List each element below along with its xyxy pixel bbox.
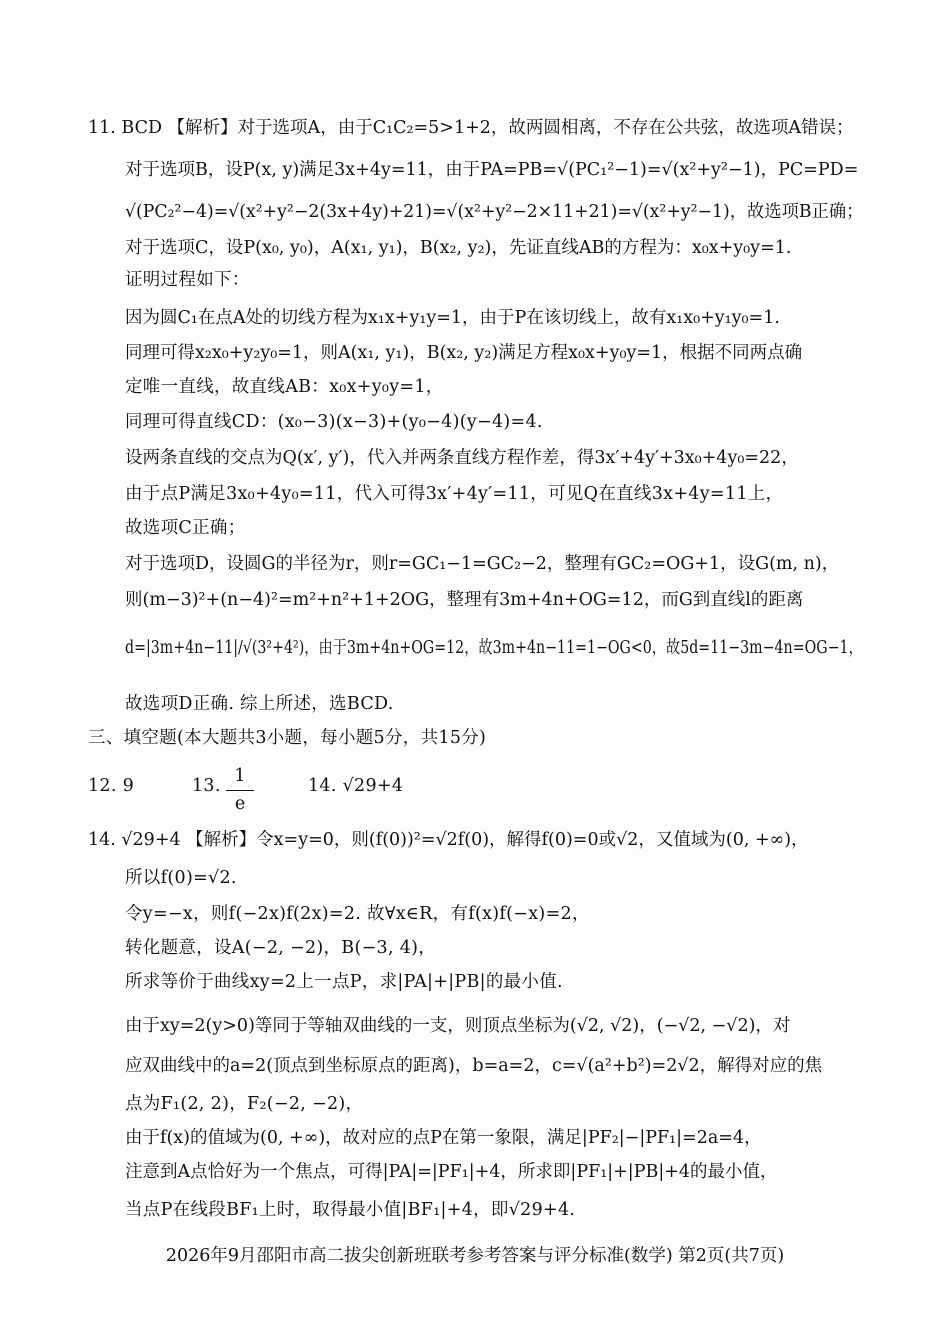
section-3-heading: 三、填空题(本大题共3小题，每小题5分，共15分) [88,728,487,748]
p14-line-1: 14. √29+4 【解析】令x=y=0，则(f(0))²=√2f(0)，解得f(0)=0或√2，又值域为(0, +∞)， [88,830,809,850]
p11-line-16: 故选项D正确. 综上所述，选BCD. [125,694,394,714]
page-footer: 2026年9月邵阳市高二拔尖创新班联考参考答案与评分标准(数学) 第2页(共7页) [165,1246,785,1266]
p11-line-15: d=|3m+4n−11|/√(3²+4²)，由于3m+4n+OG=12，故3m+4n−11=1−OG<0，故5d=11−3m−4n=OG−1， [125,638,863,658]
p11-line-4: 对于选项C，设P(x₀, y₀)，A(x₁, y₁)，B(x₂, y₂)，先证直线AB的方程为：x₀x+y₀y=1. [125,238,792,258]
answer-12: 12. 9 [88,776,135,796]
p11-line-11: 由于点P满足3x₀+4y₀=11，代入可得3x′+4y′=11，可见Q在直线3x+4y=11上， [125,484,784,504]
p14-line-11: 当点P在线段BF₁上时，取得最小值|BF₁|+4，即√29+4. [125,1200,576,1220]
answer-14: 14. √29+4 [308,776,404,796]
answer-13-numerator: 1 [234,766,246,786]
p14-line-9: 由于f(x)的值域为(0, +∞)，故对应的点P在第一象限，满足|PF₂|−|PF₁|=2a=4， [125,1128,762,1148]
p14-line-6: 由于xy=2(y>0)等同于等轴双曲线的一支，则顶点坐标为(√2, √2)，(−√2, −√2)，对 [125,1016,791,1036]
p11-line-12: 故选项C正确； [125,518,246,538]
p11-line-7: 同理可得x₂x₀+y₂y₀=1，则A(x₁, y₁)，B(x₂, y₂)满足方程x₀x+y₀y=1，根据不同两点确 [125,343,803,363]
answer-13-fraction [226,762,254,818]
p14-line-5: 所求等价于曲线xy=2上一点P，求|PA|+|PB|的最小值. [125,972,563,992]
p14-line-8: 点为F₁(2, 2)，F₂(−2, −2)， [125,1094,364,1114]
p11-line-1: 11. BCD 【解析】对于选项A，由于C₁C₂=5>1+2，故两圆相离，不存在公共弦，故选项A错误； [88,118,854,138]
p11-line-13: 对于选项D，设圆G的半径为r，则r=GC₁−1=GC₂−2，整理有GC₂=OG+1，设G(m, n)， [125,554,840,574]
p14-line-4: 转化题意，设A(−2, −2)，B(−3, 4)， [125,938,437,958]
p11-line-14: 则(m−3)²+(n−4)²=m²+n²+1+2OG，整理有3m+4n+OG=12，而G到直线l的距离 [125,590,804,610]
answer-13-label: 13. [192,776,221,796]
p11-line-6: 因为圆C₁在点A处的切线方程为x₁x+y₁y=1，由于P在该切线上，故有x₁x₀+y₁y₀=1. [125,308,780,328]
p11-line-10: 设两条直线的交点为Q(x′, y′)，代入并两条直线方程作差，得3x′+4y′+3x₀+4y₀=22， [125,448,799,468]
answer-13-denominator: e [234,794,246,814]
p14-line-3: 令y=−x，则f(−2x)f(2x)=2. 故∀x∈R，有f(x)f(−x)=2， [125,904,590,924]
fraction-bar [226,790,254,791]
p14-line-2: 所以f(0)=√2. [125,868,237,888]
p14-line-10: 注意到A点恰好为一个焦点，可得|PA|=|PF₁|+4，所求即|PF₁|+|PB|+4的最小值， [125,1162,778,1182]
p14-line-7: 应双曲线中的a=2(顶点到坐标原点的距离)，b=a=2，c=√(a²+b²)=2√2，解得对应的焦 [125,1056,823,1076]
p11-line-3: √(PC₂²−4)=√(x²+y²−2(3x+4y)+21)=√(x²+y²−2×11+21)=√(x²+y²−1)，故选项B正确； [125,202,864,222]
p11-line-9: 同理可得直线CD：(x₀−3)(x−3)+(y₀−4)(y−4)=4. [125,412,543,432]
p11-line-8: 定唯一直线，故直线AB：x₀x+y₀y=1， [125,377,444,397]
p11-line-5: 证明过程如下： [125,270,250,290]
p11-line-2: 对于选项B，设P(x, y)满足3x+4y=11，由于PA=PB=√(PC₁²−1)=√(x²+y²−1)，PC=PD= [125,160,859,180]
